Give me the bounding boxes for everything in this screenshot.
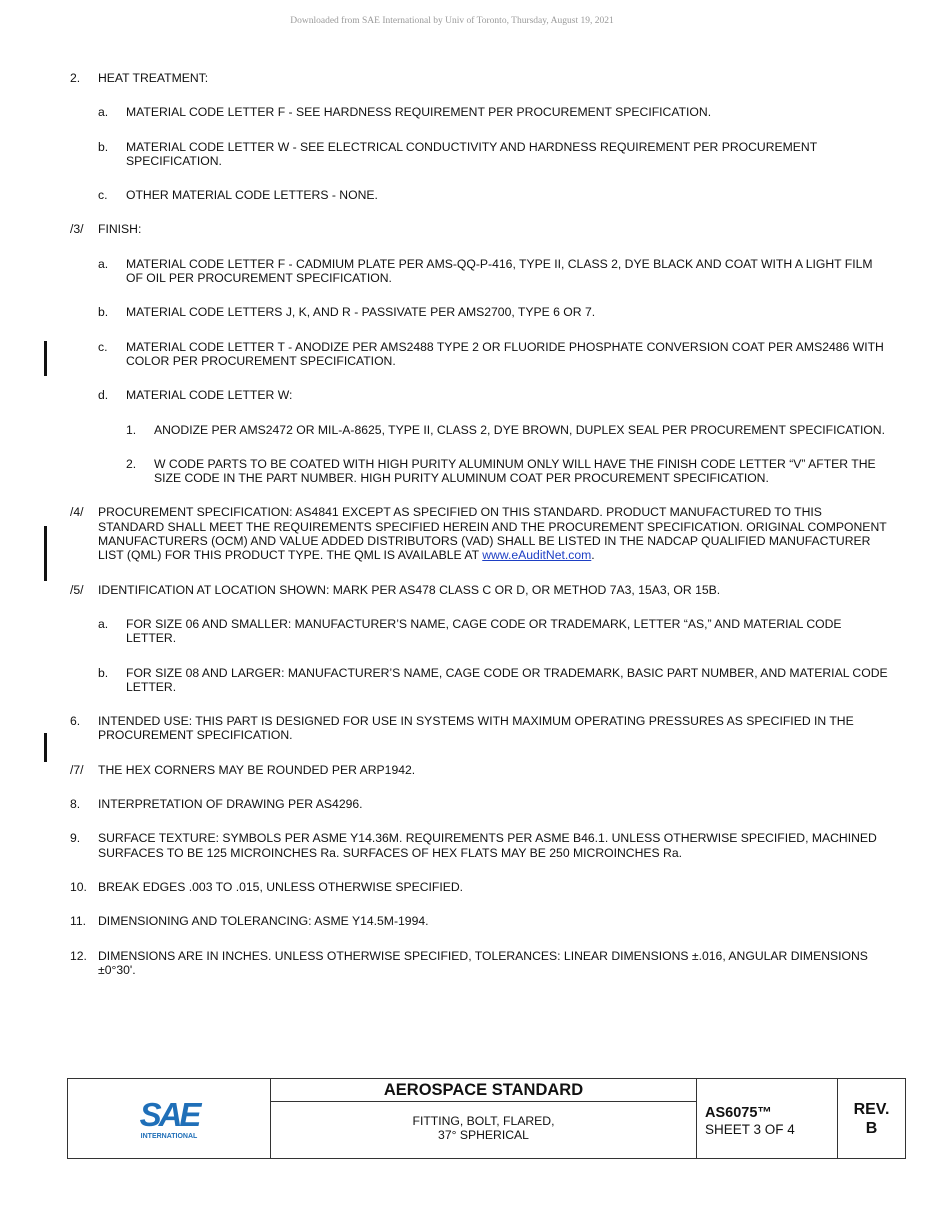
note-3b: b. MATERIAL CODE LETTERS J, K, AND R - PASSIVATE PER AMS2700, TYPE 6 OR 7. (98, 305, 596, 320)
note-2: 2. HEAT TREATMENT: (70, 71, 209, 85)
revision-bar (44, 341, 47, 376)
note-3c: c. MATERIAL CODE LETTER T - ANODIZE PER AMS2488 TYPE 2 OR FLUORIDE PHOSPHATE CONVERSION COAT PER AMS2486 WITH COLOR PER PROCUREMENT SPECIFICATION. (98, 339, 884, 368)
note-3: /3/ FINISH: (70, 222, 142, 237)
title-cell (271, 1079, 697, 1158)
note-3d2: 2. W CODE PARTS TO BE COATED WITH HIGH PURITY ALUMINUM ONLY WILL HAVE THE FINISH CODE LETTER “V” AFTER THE SIZE CODE IN THE PART NUMBER. HIGH PURITY ALUMINUM COAT PER PROCUREMENT SPECIFICATION. (126, 456, 876, 486)
note-3a: a. MATERIAL CODE LETTER F - CADMIUM PLATE PER AMS-QQ-P-416, TYPE II, CLASS 2, DYE BLACK AND COAT WITH A LIGHT FILM OF OIL PER PROCUREMENT SPECIFICATION. (98, 256, 873, 286)
sheet-number: SHEET 3 OF 4 (705, 1121, 795, 1137)
revision-bar (44, 733, 47, 762)
document-number: AS6075™ (705, 1104, 772, 1121)
sae-logo (129, 1096, 209, 1142)
logo-wordmark: SAE (139, 1095, 199, 1133)
note-5b: b. FOR SIZE 08 AND LARGER: MANUFACTURER’S NAME, CAGE CODE OR TRADEMARK, BASIC PART NUMBER, AND MATERIAL CODE LETTER. (98, 665, 888, 694)
note-2b: b. MATERIAL CODE LETTER W - SEE ELECTRICAL CONDUCTIVITY AND HARDNESS REQUIREMENT PER PROCUREMENT SPECIFICATION. (98, 139, 817, 168)
revision-bar (44, 526, 47, 581)
note-5a: a. FOR SIZE 06 AND SMALLER: MANUFACTURER’S NAME, CAGE CODE OR TRADEMARK, LETTER “AS,” AND MATERIAL CODE LETTER. (98, 616, 842, 646)
note-2a: a. MATERIAL CODE LETTER F - SEE HARDNESS REQUIREMENT PER PROCUREMENT SPECIFICATION. (98, 105, 712, 120)
note-2c: c. OTHER MATERIAL CODE LETTERS - NONE. (98, 188, 378, 203)
revision-cell (838, 1079, 905, 1158)
note-12: 12. DIMENSIONS ARE IN INCHES. UNLESS OTHERWISE SPECIFIED, TOLERANCES: LINEAR DIMENSIONS ±.016, ANGULAR DIMENSIONS ±0°30'. (70, 948, 868, 977)
note-10: 10. BREAK EDGES .003 TO .015, UNLESS OTHERWISE SPECIFIED. (70, 879, 464, 894)
title-block (67, 1078, 906, 1159)
note-8: 8. INTERPRETATION OF DRAWING PER AS4296. (70, 797, 363, 812)
notes-section (70, 71, 890, 997)
note-3d1: 1. ANODIZE PER AMS2472 OR MIL-A-8625, TYPE II, CLASS 2, DYE BROWN, DUPLEX SEAL PER PROCUREMENT SPECIFICATION. (126, 422, 885, 437)
download-watermark: Downloaded from SAE International by Univ of Toronto, Thursday, August 19, 2021 (290, 16, 614, 26)
document-heading: AEROSPACE STANDARD (271, 1079, 696, 1102)
revision-value: B (865, 1119, 878, 1137)
logo-cell (68, 1079, 271, 1158)
eauditnet-link[interactable]: www.eAuditNet.com (482, 548, 592, 563)
note-7: /7/ THE HEX CORNERS MAY BE ROUNDED PER ARP1942. (70, 762, 416, 777)
logo-subtext: INTERNATIONAL (140, 1132, 198, 1140)
note-3d: d. MATERIAL CODE LETTER W: (98, 388, 293, 403)
note-5: /5/ IDENTIFICATION AT LOCATION SHOWN: MARK PER AS478 CLASS C OR D, OR METHOD 7A3, 15A3, OR 15B. (70, 582, 721, 597)
note-6: 6. INTENDED USE: THIS PART IS DESIGNED FOR USE IN SYSTEMS WITH MAXIMUM OPERATING PRESSURES AS SPECIFIED IN THE PROCUREMENT SPECIFICATION. (70, 714, 854, 743)
revision-label: REV. (853, 1100, 890, 1118)
part-title: FITTING, BOLT, FLARED, 37° SPHERICAL (412, 1114, 555, 1142)
note-9: 9. SURFACE TEXTURE: SYMBOLS PER ASME Y14.36M. REQUIREMENTS PER ASME B46.1. UNLESS OTHERWISE SPECIFIED, MACHINED SURFACES TO BE 125 MICROINCHES Ra. SURFACES OF HEX FLATS MAY BE 250 MICROINCHES Ra. (70, 831, 877, 860)
document-number-cell (697, 1079, 838, 1158)
note-4: /4/ PROCUREMENT SPECIFICATION: AS4841 EXCEPT AS SPECIFIED ON THIS STANDARD. PRODUCT MANUFACTURED TO THIS STANDARD SHALL MEET THE REQUIREMENTS SPECIFIED HEREIN AND THE PROCUREMENT SPECIFICATION. ORIGINAL COMPONENT MANUFACTURERS (OCM) AND VALUE ADDED DISTRIBUTORS (VAD) SHALL BE LISTED IN THE NADCAP QUALIFIED MANUFACTURER LIST (QML) FOR THIS PRODUCT TYPE. THE QML IS AVAILABLE AT www.eAuditNet.com. (70, 505, 887, 563)
note-11: 11. DIMENSIONING AND TOLERANCING: ASME Y14.5M-1994. (70, 914, 429, 929)
